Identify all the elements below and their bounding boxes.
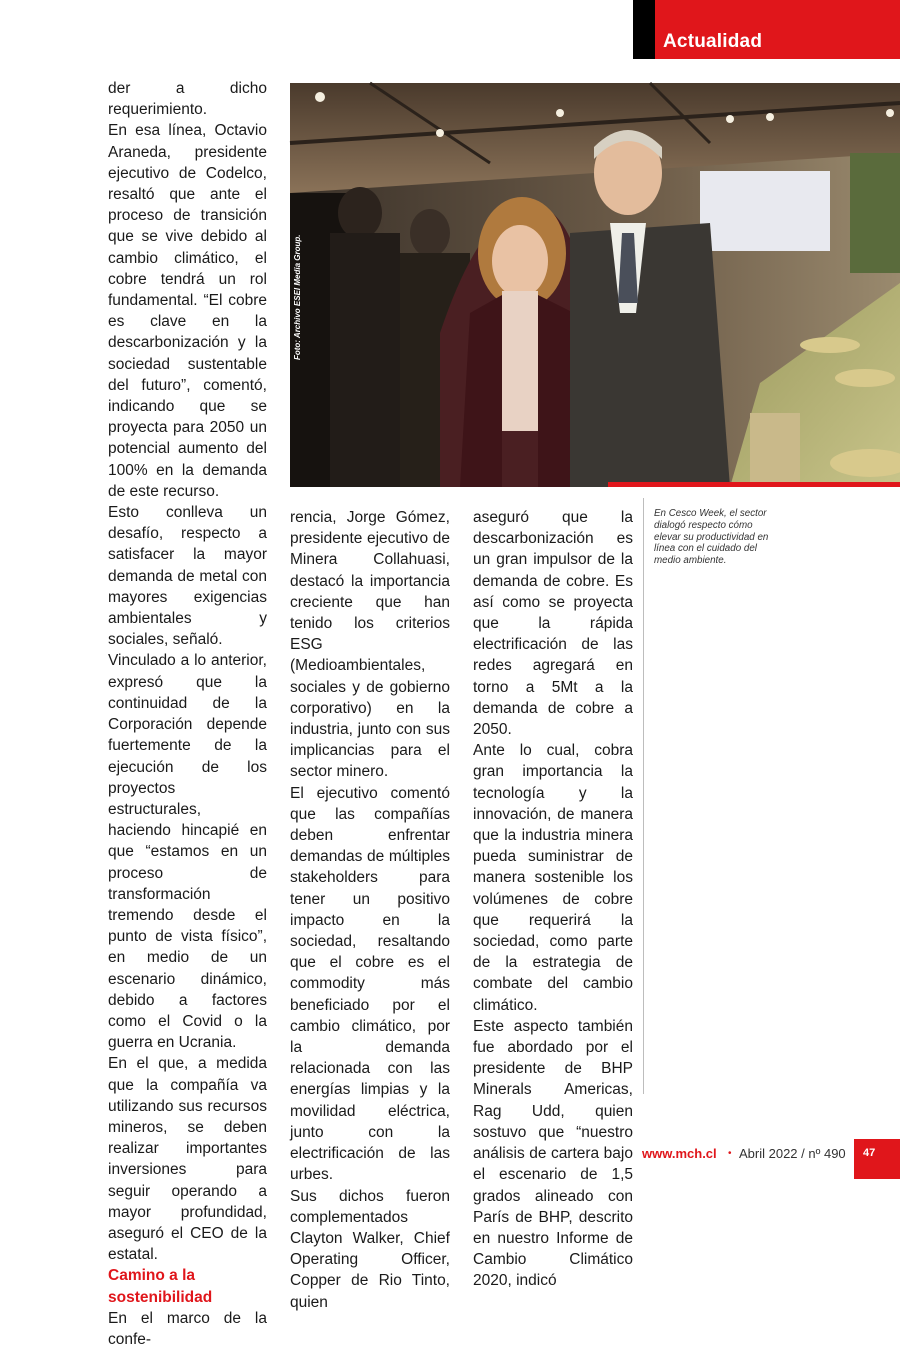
- page-number-box: [854, 1139, 900, 1179]
- paragraph: Vinculado a lo anterior, expresó que la continuidad de la Corporación depende fuertemente de la ejecución de los proyectos estructurales, haciendo hincapié en que “estamos en un proceso de transformación tremendo desde el punto de vista físico”, en medio de un escenario dinámico, debido a factores como el Covid o la guerra en Ucrania.: [108, 652, 267, 1052]
- footer-separator: •: [728, 1148, 732, 1159]
- article-column-2: [290, 507, 450, 1313]
- subheading-line-2: sostenibilidad: [108, 1288, 213, 1306]
- photo-credit: Foto: Archivo ESEI Media Group.: [293, 234, 302, 360]
- subheading: [108, 1265, 267, 1307]
- paragraph: En esa línea, Octavio Araneda, presidente ejecutivo de Codelco, resaltó que ante el proceso de transición que se vive debido al cambio climático, el cobre tendrá un rol fundamental. “El cobre es clave en la descarbonización y la sociedad sustentable del futuro”, comentó, indicando que se proyecta para 2050 un potencial aumento del 100% en la demanda de este recurso.: [108, 122, 267, 500]
- event-photo-illustration: [290, 83, 900, 487]
- article-column-3: [473, 507, 633, 1292]
- column-divider: [643, 498, 644, 1094]
- footer-website-link[interactable]: www.mch.cl: [642, 1146, 717, 1161]
- page-number: 47: [863, 1147, 876, 1159]
- event-photo: [290, 83, 900, 487]
- paragraph: Ante lo cual, cobra gran importancia la tecnología y la innovación, de manera que la industria minera pueda suministrar de manera sostenible los volúmenes de cobre que requerirá la sociedad, como parte de la estrategia de combate del cambio climático.: [473, 742, 633, 1014]
- paragraph: aseguró que la descarbonización es un gran impulsor de la demanda de cobre. Es así como se proyecta que la rápida electrificación de las redes agregará en torno a 5Mt a la demanda de cobre a 2050.: [473, 509, 633, 739]
- article-column-1: [108, 78, 267, 1350]
- paragraph: Sus dichos fueron complementados Clayton Walker, Chief Operating Officer, Copper de Rio Tinto, quien: [290, 1187, 450, 1311]
- paragraph: der a dicho requerimiento.: [108, 80, 267, 119]
- footer-issue: Abril 2022 / nº 490: [739, 1146, 846, 1161]
- subheading-line-1: Camino a la: [108, 1267, 195, 1285]
- paragraph: Esto conlleva un desafío, respecto a satisfacer la mayor demanda de metal con mayores exigencias ambientales y sociales, señaló.: [108, 504, 267, 649]
- paragraph: En el marco de la confe-: [108, 1309, 267, 1348]
- photo-caption: En Cesco Week, el sector dialogó respecto cómo elevar su productividad en línea con el cuidado del medio ambiente.: [654, 508, 769, 567]
- paragraph: Este aspecto también fue abordado por el presidente de BHP Minerals Americas, Rag Udd, quien sostuvo que “nuestro análisis de cartera bajo el escenario de 1,5 grados alineado con París de BHP, descrito en nuestro Informe de Cambio Climático 2020, indicó: [473, 1017, 633, 1290]
- section-tab-stripe: [633, 0, 655, 59]
- paragraph: En el que, a medida que la compañía va utilizando sus recursos mineros, se deben realizar importantes inversiones para seguir operando a mayor profundidad, aseguró el CEO de la estatal.: [108, 1055, 267, 1264]
- paragraph: rencia, Jorge Gómez, presidente ejecutivo de Minera Collahuasi, destacó la importancia creciente que han tenido los criterios ESG (Medioambientales, sociales y de gobierno corporativo) en la industria, junto con sus implicancias para el sector minero.: [290, 509, 450, 781]
- section-tab: [633, 0, 900, 59]
- photo-accent-bar: [608, 482, 900, 487]
- section-label: Actualidad: [663, 31, 763, 52]
- paragraph: El ejecutivo comentó que las compañías deben enfrentar demandas de múltiples stakeholders para tener un positivo impacto en la sociedad, resaltando que el cobre es el commodity más beneficiado por el cambio climático, por la demanda relacionada con las energías limpias y la movilidad eléctrica, junto con la electrificación de las urbes.: [290, 784, 450, 1184]
